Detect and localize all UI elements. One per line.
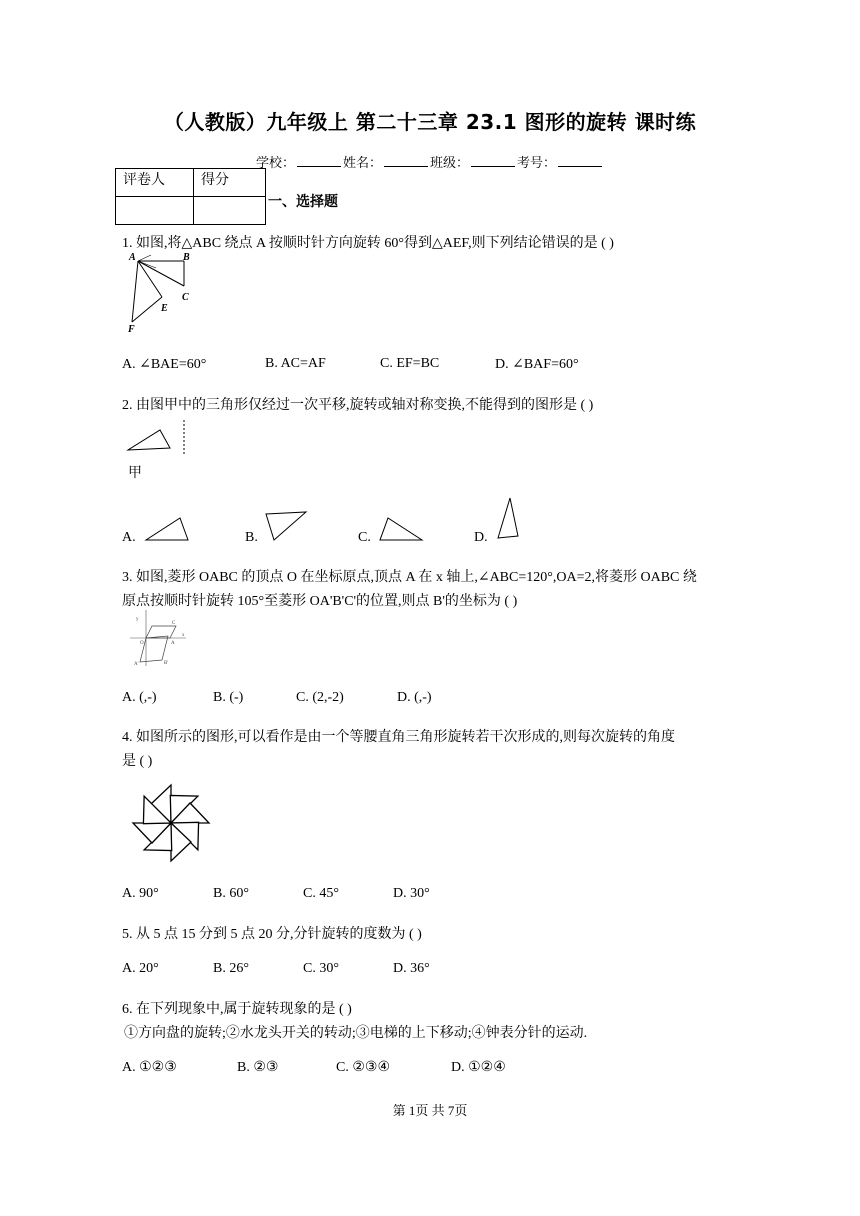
q5-option-c: C. 30° [303,961,339,976]
exam-no-label: 考号： [517,155,557,170]
question-6-text: 6. 在下列现象中,属于旋转现象的是 ( ) [122,1002,352,1017]
svg-text:A': A' [134,662,139,667]
q2-figure-label: 甲 [128,466,142,481]
q3-option-d: D. (,-) [397,690,432,705]
q4-option-a: A. 90° [122,886,159,901]
q5-option-a: A. 20° [122,961,159,976]
q4-option-b: B. 60° [213,886,249,901]
grader-header: 评卷人 [116,169,194,197]
q2-option-b: B. [245,530,258,545]
q6-option-a: A. ①②③ [122,1060,177,1075]
score-table [115,168,266,225]
q6-option-c: C. ②③④ [336,1060,390,1075]
question-4-pinwheel-figure [126,780,216,866]
name-label: 姓名： [342,155,382,170]
score-header: 得分 [194,169,266,197]
q6-option-d: D. ①②④ [451,1060,506,1075]
q1-label-c: C [182,292,189,303]
q2-option-c-shape [376,514,426,544]
page-title: （人教版）九年级上 第二十三章 23.1 图形的旋转 课时练 [163,110,697,134]
q2-option-d-shape [494,494,524,544]
q2-option-a: A. [122,530,136,545]
page-footer: 第 1页 共 7页 [392,1103,468,1118]
svg-text:B': B' [164,661,169,666]
svg-text:x: x [182,633,185,638]
q1-label-e: E [161,303,168,314]
question-3-figure [126,608,188,668]
class-label: 班级： [430,155,470,170]
q1-label-b: B [183,252,190,263]
q1-label-a: A [129,252,136,263]
question-4-text-line-2: 是 ( ) [122,754,153,769]
q2-option-a-shape [142,514,192,544]
grader-cell [116,197,194,225]
question-2-text: 2. 由图甲中的三角形仅经过一次平移,旋转或轴对称变换,不能得到的图形是 ( ) [122,398,594,413]
q1-option-a: A. ∠BAE=60° [122,357,207,372]
exam-no-blank [558,154,602,167]
q4-option-c: C. 45° [303,886,339,901]
question-1-text: 1. 如图,将△ABC 绕点 A 按顺时针方向旋转 60°得到△AEF,则下列结论错误的是 ( ) [122,236,614,251]
q1-option-c: C. EF=BC [380,356,440,371]
question-1-figure [126,250,198,336]
q5-option-d: D. 36° [393,961,430,976]
question-3-text-line-1: 3. 如图,菱形 OABC 的顶点 O 在坐标原点,顶点 A 在 x 轴上,∠ABC=120°,OA=2,将菱形 OABC 绕 [122,570,697,585]
q6-option-b: B. ②③ [237,1060,279,1075]
school-blank [297,154,341,167]
q1-label-f: F [128,324,135,335]
question-6-statements: ①方向盘的旋转;②水龙头开关的转动;③电梯的上下移动;④钟表分针的运动. [124,1026,588,1041]
svg-text:O: O [140,641,144,646]
q2-option-b-shape [262,508,312,544]
name-blank [384,154,428,167]
q4-option-d: D. 30° [393,886,430,901]
score-cell [194,197,266,225]
q2-option-d: D. [474,530,488,545]
svg-text:A: A [171,641,175,646]
question-2-figure-jia [124,418,190,458]
question-4-text-line-1: 4. 如图所示的图形,可以看作是由一个等腰直角三角形旋转若干次形成的,则每次旋转的角度 [122,730,675,745]
school-label: 学校： [255,155,295,170]
q5-option-b: B. 26° [213,961,249,976]
q2-option-c: C. [358,530,371,545]
q3-option-b: B. (-) [213,690,244,705]
question-3-text-line-2: 原点按顺时针旋转 105°至菱形 OA'B'C'的位置,则点 B'的坐标为 ( ) [122,594,518,609]
q3-option-c: C. (2,-2) [296,690,344,705]
section-heading: 一、选择题 [268,194,338,210]
q1-option-d: D. ∠BAF=60° [495,357,579,372]
q3-option-a: A. (,-) [122,690,157,705]
q1-option-b: B. AC=AF [265,356,326,371]
svg-text:C: C [172,621,176,626]
svg-text:y: y [136,617,139,622]
class-blank [471,154,515,167]
question-5-text: 5. 从 5 点 15 分到 5 点 20 分,分针旋转的度数为 ( ) [122,927,422,942]
